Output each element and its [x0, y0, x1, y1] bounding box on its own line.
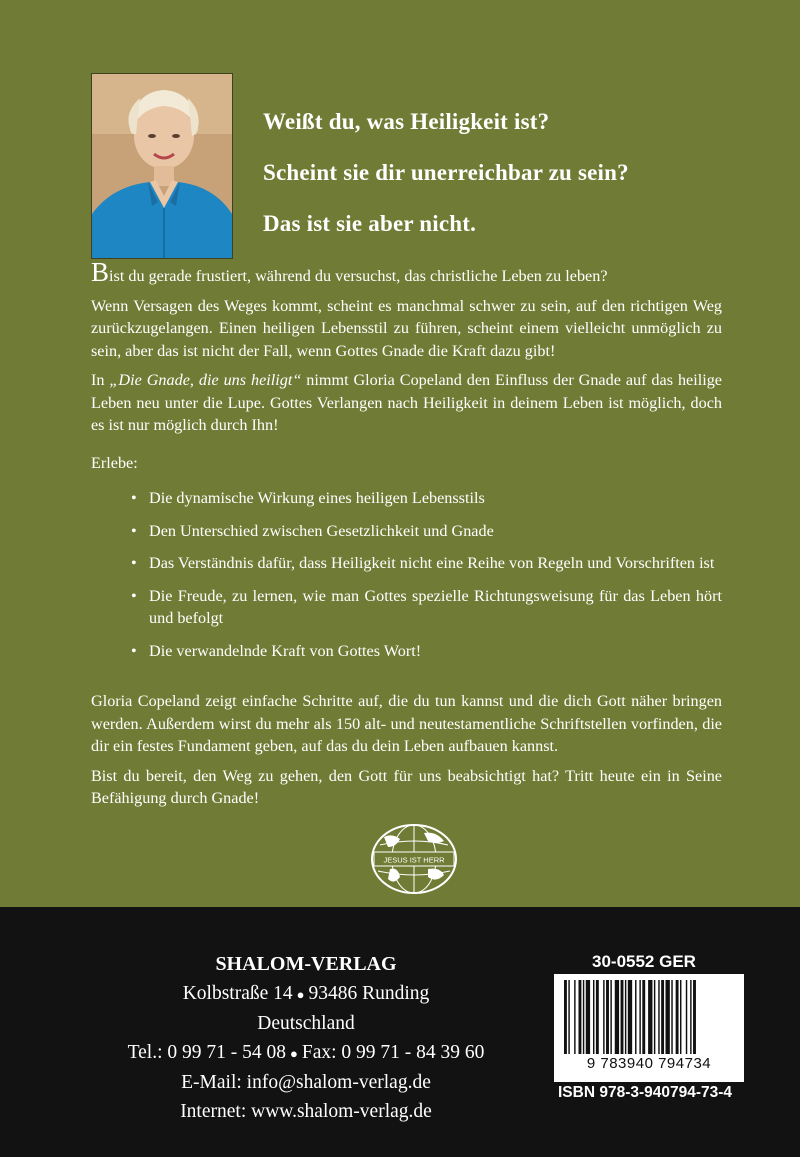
publisher-city: 93486 Runding	[308, 983, 430, 1004]
publisher-street: Kolbstraße 14	[182, 983, 293, 1004]
blurb-text	[91, 257, 722, 817]
barcode	[554, 974, 744, 1082]
list-item: • Die Freude, zu lernen, wie man Gottes spezielle Richtungsweisung für das Leben hört und befolgt	[91, 585, 722, 630]
paragraph-3-prefix: In	[91, 371, 110, 389]
product-code: 30-0552 GER	[592, 952, 696, 971]
drop-cap: B	[91, 257, 110, 287]
paragraph-3-rest: nimmt Gloria Copeland den Einfluss der Gnade auf das heilige Leben neu unter die Lupe. Gottes Verlangen nach Heiligkeit in deinem Leben ist möglich, doch es ist nur möglich durch Ihn!	[91, 371, 722, 434]
publisher-email: E-Mail: info@shalom-verlag.de	[181, 1072, 431, 1094]
list-item: • Das Verständnis dafür, dass Heiligkeit nicht eine Reihe von Regeln und Vorschriften ist	[91, 552, 722, 575]
paragraph-2: Wenn Versagen des Weges kommt, scheint es manchmal schwer zu sein, auf den richtigen Weg zurückzugelangen. Einen heiligen Lebensstil zu führen, scheint einem vielleicht unmöglich zu sein, aber das ist nicht der Fall, wenn Gottes Gnade die Kraft dazu gibt!	[91, 296, 722, 360]
isbn-number: ISBN 978-3-940794-73-4	[558, 1084, 733, 1101]
intro-paragraph	[91, 257, 722, 288]
globe-logo-icon	[370, 823, 458, 895]
barcode-bars-icon	[562, 980, 736, 1056]
publisher-street-line	[91, 979, 521, 1009]
list-item: • Die dynamische Wirkung eines heiligen Lebensstils	[91, 487, 722, 510]
headline-2: Scheint sie dir unerreichbar zu sein?	[263, 160, 629, 185]
separator-dot-icon: ●	[290, 1046, 298, 1062]
publisher-internet: Internet: www.shalom-verlag.de	[180, 1101, 432, 1123]
publisher-name: SHALOM-VERLAG	[215, 953, 397, 975]
separator-dot-icon: ●	[296, 987, 305, 1003]
publisher-tel: Tel.: 0 99 71 - 54 08	[127, 1042, 286, 1064]
headline-1: Weißt du, was Heiligkeit ist?	[263, 109, 550, 134]
publisher-address	[91, 950, 521, 1126]
erlebe-label: Erlebe:	[91, 453, 138, 472]
publisher-phone-line	[91, 1038, 521, 1068]
paragraph-3	[91, 369, 722, 437]
intro-text: ist du gerade frustiert, während du versuchst, das christliche Leben zu leben?	[109, 267, 608, 285]
list-item: • Die verwandelnde Kraft von Gottes Wort!	[91, 640, 722, 663]
benefit-list	[91, 487, 722, 662]
headline-3: Das ist sie aber nicht.	[263, 211, 477, 236]
logo-text: JESUS IST HERR	[383, 855, 445, 865]
paragraph-5: Bist du bereit, den Weg zu gehen, den Gott für uns beabsichtigt hat? Tritt heute ein in Seine Befähigung durch Gnade!	[91, 766, 722, 807]
paragraph-4: Gloria Copeland zeigt einfache Schritte auf, die du tun kannst und die dich Gott näher bringen werden. Außerdem wirst du mehr als 150 alt- und neutestamentliche Schriftstellen vorfinden, die dir ein festes Fundament geben, auf das du dein Leben aufbauen kannst.	[91, 692, 722, 755]
headline-block	[263, 96, 783, 249]
barcode-digits: 9 783940 794734	[586, 1055, 712, 1072]
list-item: • Den Unterschied zwischen Gesetzlichkeit und Gnade	[91, 520, 722, 543]
author-photo	[91, 73, 233, 259]
publisher-country: Deutschland	[257, 1013, 355, 1035]
publisher-fax: Fax: 0 99 71 - 84 39 60	[301, 1042, 485, 1064]
book-title: „Die Gnade, die uns heiligt“	[109, 371, 302, 389]
